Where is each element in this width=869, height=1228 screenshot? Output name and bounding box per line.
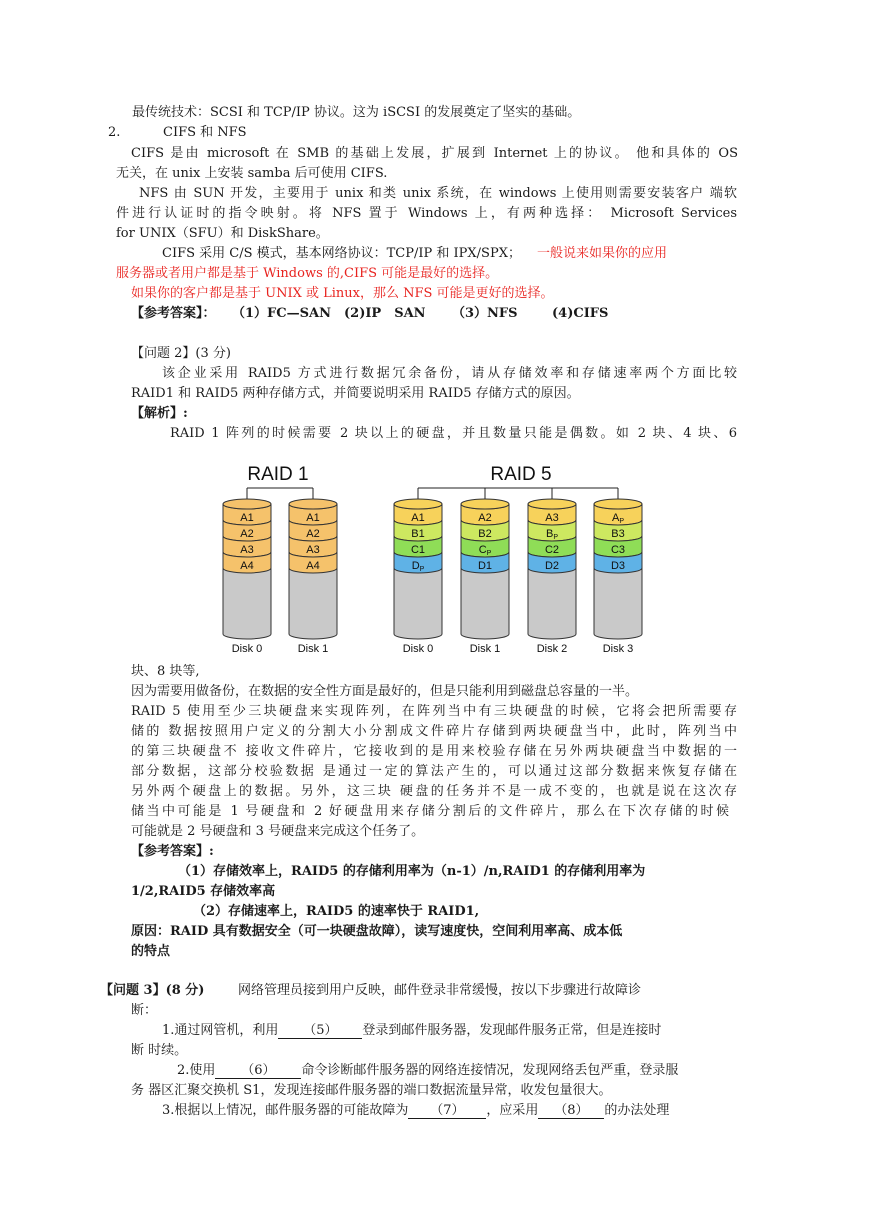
disk-body <box>223 568 271 639</box>
block-label: CP <box>478 544 492 557</box>
text-line: 网络管理员接到用户反映，邮件登录非常缓慢，按以下步骤进行故障诊 <box>238 983 642 998</box>
disk-body <box>528 568 576 639</box>
answer-blank-8: （8） <box>538 1103 604 1119</box>
text-line: 的第三块硬盘不 接收文件碎片，它接收到的是用来校验存储在另外两块硬盘当中数据的一 <box>131 744 737 759</box>
text-line: 务 器区汇聚交换机 S1，发现连接邮件服务器的端口数据流量异常，收发包量很大。 <box>131 1083 612 1098</box>
text-line <box>177 1062 678 1080</box>
raid1-connector <box>247 488 313 500</box>
text-line: 件进行认证时的指令映射。将 NFS 置于 Windows 上，有两种选择： Microsoft Services <box>116 206 737 221</box>
disk-top <box>394 499 442 509</box>
answer-blank-6: （6） <box>215 1063 301 1079</box>
raid5-connector <box>418 488 618 500</box>
disk-body <box>289 568 337 639</box>
disk <box>394 499 442 655</box>
disk <box>289 499 337 655</box>
text-line: 部分数据，这部分校验数据 是通过一定的算法产生的，可以通过这部分数据来恢复存储在 <box>131 764 737 779</box>
disk-body <box>461 568 509 639</box>
list-number: 2. <box>108 125 121 140</box>
question-title: 【问题 3】(8 分) <box>100 983 205 998</box>
disk-top <box>289 499 337 509</box>
block-label: A1 <box>411 512 425 524</box>
text-line: 该企业采用 RAID5 方式进行数据冗余备份，请从存储效率和存储速率两个方面比较 <box>162 366 737 381</box>
text-black: CIFS 采用 C/S 模式，基本网络协议：TCP/IP 和 IPX/SPX； <box>162 246 521 261</box>
block-label: D1 <box>477 560 493 572</box>
analysis-label: 【解析】: <box>131 406 188 421</box>
step-text: 2.使用 <box>177 1063 216 1078</box>
block-label: A2 <box>478 512 492 524</box>
disk-label: Disk 0 <box>231 643 263 655</box>
answer-item: （3）NFS <box>452 306 518 321</box>
text-line: 储当中可能是 1 号硬盘和 2 好硬盘用来存储分割后的文件碎片，那么在下次存储的时候 <box>131 804 729 819</box>
block-label: A2 <box>306 528 320 540</box>
block-label: B1 <box>411 528 425 540</box>
text-line: CIFS 是由 microsoft 在 SMB 的基础上发展，扩展到 Internet 上的协议。 他和具体的 OS <box>131 146 738 161</box>
step-text: 登录到邮件服务器，发现邮件服务正常，但是连接时 <box>362 1023 662 1038</box>
disk-body <box>394 568 442 639</box>
block-label: A3 <box>306 544 320 556</box>
disk <box>223 499 271 655</box>
step-text: 的办法处理 <box>604 1103 670 1118</box>
text-line: 断 时续。 <box>131 1043 188 1058</box>
text-line-red: 服务器或者用户都是基于 Windows 的,CIFS 可能是最好的选择。 <box>116 266 499 281</box>
block-label: D3 <box>610 560 626 572</box>
disk-top <box>528 499 576 509</box>
text-line <box>162 1022 661 1040</box>
block-label: A4 <box>306 560 320 572</box>
answer-line: （1）存储效率上，RAID5 的存储利用率为（n-1）/n,RAID1 的存储利用率为 <box>178 864 646 879</box>
disk-label: Disk 1 <box>297 643 329 655</box>
answer-line: （2）存储速率上，RAID5 的速率快于 RAID1, <box>193 904 480 919</box>
disk-top <box>223 499 271 509</box>
block-label: D2 <box>544 560 560 572</box>
raid5-title: RAID 5 <box>490 464 552 485</box>
text-line: 断： <box>131 1003 158 1018</box>
raid-diagram <box>218 458 648 658</box>
disk-label: Disk 3 <box>602 643 634 655</box>
answer-item: (4)CIFS <box>552 306 609 321</box>
text-line <box>162 1102 669 1120</box>
disk-label: Disk 2 <box>536 643 568 655</box>
text-line: RAID1 和 RAID5 两种存储方式，并简要说明采用 RAID5 存储方式的原因。 <box>131 386 580 401</box>
text-line: 无关，在 unix 上安装 samba 后可使用 CIFS. <box>116 166 388 181</box>
text-line: 储的 数据按照用户定义的分割大小分割成文件碎片存储到两块硬盘当中，此时，阵列当中 <box>131 724 737 739</box>
disk-label: Disk 0 <box>402 643 434 655</box>
block-label: AP <box>611 512 625 525</box>
answer-line: 1/2,RAID5 存储效率高 <box>131 884 276 899</box>
answer-item: （1）FC—SAN <box>232 306 331 321</box>
step-text: 3.根据以上情况，邮件服务器的可能故障为 <box>162 1103 409 1118</box>
block-label: A2 <box>240 528 254 540</box>
text-red: 一般说来如果你的应用 <box>536 246 667 261</box>
text-line: 可能就是 2 号硬盘和 3 号硬盘来完成这个任务了。 <box>131 824 425 839</box>
disk <box>461 499 509 655</box>
question-title: 【问题 2】(3 分) <box>131 346 231 361</box>
disk <box>528 499 576 655</box>
text-line: for UNIX（SFU）和 DiskShare。 <box>116 226 329 241</box>
raid1-title: RAID 1 <box>247 464 309 485</box>
text-line: 块、8 块等, <box>131 664 200 679</box>
disk-top <box>594 499 642 509</box>
text-line: 因为需要用做备份，在数据的安全性方面是最好的，但是只能利用到磁盘总容量的一半。 <box>131 684 639 699</box>
disk-label: Disk 1 <box>469 643 501 655</box>
step-text: ，应采用 <box>486 1103 539 1118</box>
block-label: A3 <box>545 512 559 524</box>
block-label: A4 <box>240 560 254 572</box>
block-label: B3 <box>611 528 625 540</box>
text-line <box>162 245 667 263</box>
text-line: 最传统技术：SCSI 和 TCP/IP 协议。这为 iSCSI 的发展奠定了坚实的基础。 <box>132 105 581 120</box>
answer-label: 【参考答案】： <box>131 306 216 321</box>
block-label: C1 <box>410 544 426 556</box>
text-line: NFS 由 SUN 开发，主要用于 unix 和类 unix 系统，在 windows 上使用则需要安装客户 端软 <box>139 186 737 201</box>
block-label: A1 <box>240 512 254 524</box>
text-line: 另外两个硬盘上的数据。另外，这三块 硬盘的任务并不是一成不变的，也就是说在这次存 <box>131 784 737 799</box>
answer-blank-7: （7） <box>408 1103 486 1119</box>
answer-item: (2)IP SAN <box>344 306 426 321</box>
text-line: RAID 5 使用至少三块硬盘来实现阵列，在阵列当中有三块硬盘的时候，它将会把所需要存 <box>131 704 737 719</box>
section-heading: CIFS 和 NFS <box>163 125 247 140</box>
disks-group <box>223 499 642 655</box>
block-label: A1 <box>306 512 320 524</box>
disk-body <box>594 568 642 639</box>
block-label: C2 <box>544 544 560 556</box>
answer-line: 原因：RAID 具有数据安全（可一块硬盘故障），读写速度快，空间利用率高、成本低 <box>131 924 623 939</box>
answer-blank-5: （5） <box>278 1023 362 1039</box>
block-label: A3 <box>240 544 254 556</box>
text-line-red: 如果你的客户都是基于 UNIX 或 Linux，那么 NFS 可能是更好的选择。 <box>131 286 554 301</box>
step-text: 命令诊断邮件服务器的网络连接情况，发现网络丢包严重，登录服 <box>301 1063 679 1078</box>
block-label: B2 <box>478 528 492 540</box>
block-label: BP <box>545 528 559 541</box>
answer-line: 的特点 <box>131 944 171 959</box>
block-label: C3 <box>610 544 626 556</box>
disk-top <box>461 499 509 509</box>
step-text: 1.通过网管机，利用 <box>162 1023 279 1038</box>
block-label: DP <box>411 560 425 573</box>
disk <box>594 499 642 655</box>
text-line: RAID 1 阵列的时候需要 2 块以上的硬盘，并且数量只能是偶数。如 2 块、4 块、6 <box>170 426 737 441</box>
answer-label: 【参考答案】: <box>131 844 214 859</box>
